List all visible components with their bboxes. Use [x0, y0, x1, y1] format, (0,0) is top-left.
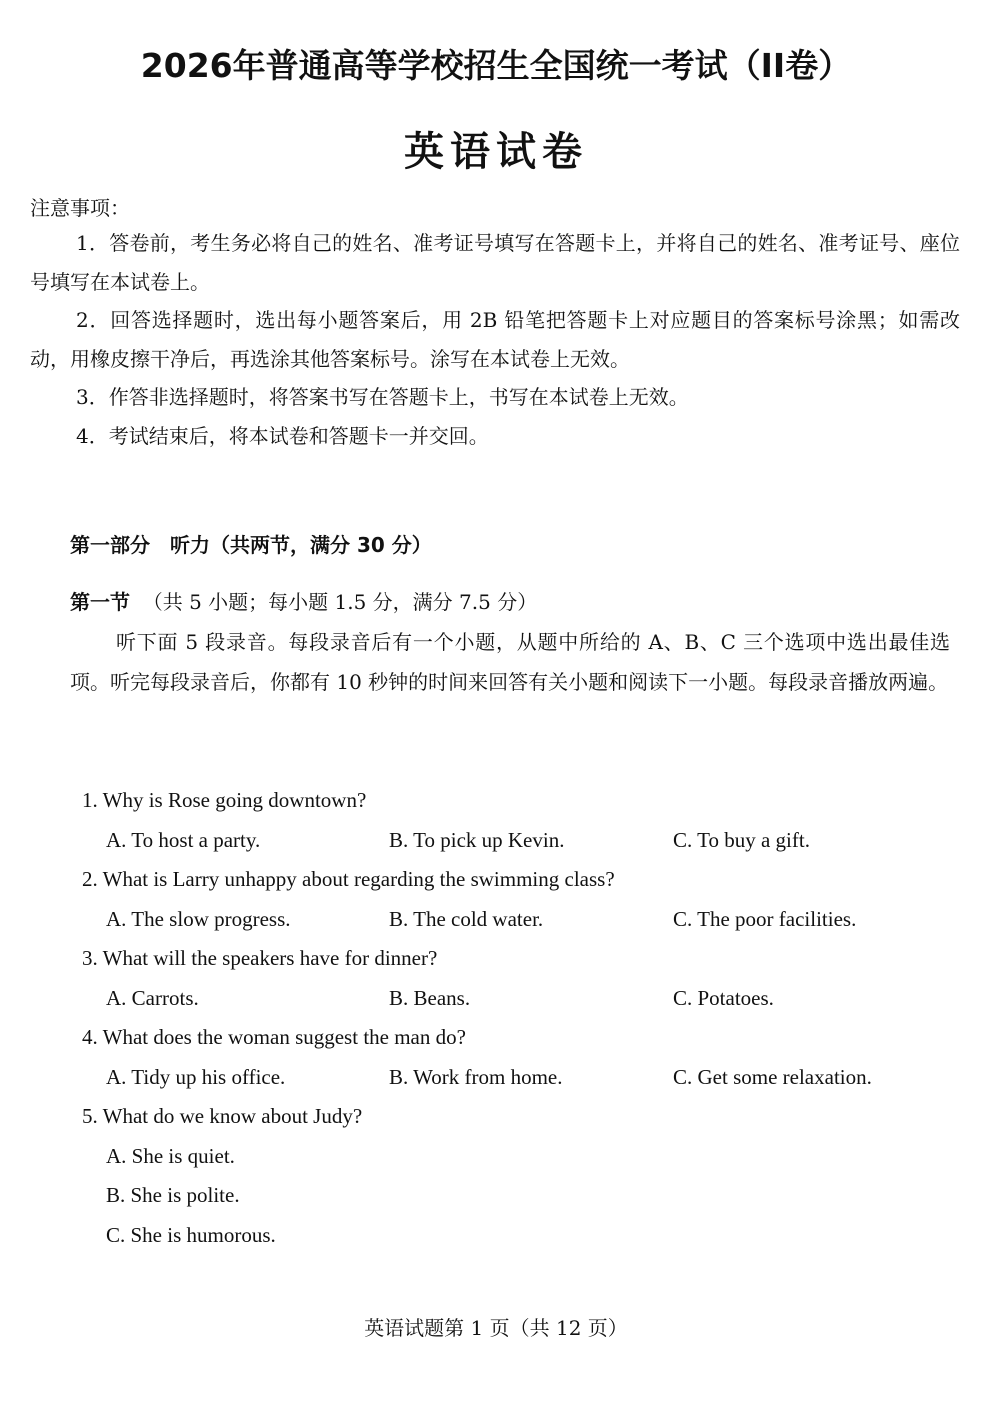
option-c: C. To buy a gift. — [673, 827, 810, 852]
notes-heading: 注意事项： — [30, 196, 130, 220]
section-one-heading — [70, 586, 950, 615]
section-one-instructions — [70, 623, 950, 702]
notes-block — [30, 192, 960, 455]
question-options — [82, 825, 942, 865]
question-stem: 2. What is Larry unhappy about regarding the swimming class? — [82, 867, 615, 891]
option-c: C. Get some relaxation. — [673, 1064, 872, 1089]
question-stem: 4. What does the woman suggest the man do? — [82, 1025, 466, 1049]
question-list — [82, 785, 942, 1259]
question-options — [82, 1062, 942, 1102]
section-one-label: 第一节 — [70, 590, 130, 614]
option-b: B. Beans. — [389, 985, 471, 1010]
option-c: C. She is humorous. — [106, 1222, 276, 1247]
option-a: A. Carrots. — [106, 985, 199, 1010]
option-a: A. Tidy up his office. — [106, 1064, 286, 1089]
instructions-text: 听下面 5 段录音。每段录音后有一个小题，从题中所给的 A、B、C 三个选项中选出最佳选项。听完每段录音后，你都有 10 秒钟的时间来回答有关小题和阅读下一小题。每段录音播放两遍。 — [70, 630, 950, 694]
option-c: C. Potatoes. — [673, 985, 774, 1010]
option-a: A. She is quiet. — [106, 1143, 235, 1168]
question-options — [82, 983, 942, 1023]
question-stem: 3. What will the speakers have for dinner? — [82, 946, 438, 970]
option-b: B. She is polite. — [106, 1183, 240, 1207]
option-b: B. To pick up Kevin. — [389, 827, 565, 852]
option-a: A. The slow progress. — [106, 906, 291, 931]
option-b: B. The cold water. — [389, 906, 544, 931]
exam-subject-title: 英语试卷 — [404, 129, 588, 175]
option-c: C. The poor facilities. — [673, 906, 857, 931]
question-stem: 1. Why is Rose going downtown? — [82, 788, 367, 812]
question-options — [82, 904, 942, 944]
section-one-info: （共 5 小题；每小题 1.5 分，满分 7.5 分） — [142, 590, 538, 614]
page-footer: 英语试题第 1 页（共 12 页） — [364, 1316, 628, 1340]
notes-item-1: 1．答卷前，考生务必将自己的姓名、准考证号填写在答题卡上，并将自己的姓名、准考证号、座位号填写在本试卷上。 — [30, 231, 960, 294]
notes-item-2: 2．回答选择题时，选出每小题答案后，用 2B 铅笔把答题卡上对应题目的答案标号涂黑；如需改动，用橡皮擦干净后，再选涂其他答案标号。涂写在本试卷上无效。 — [30, 308, 960, 371]
notes-item-4: 4．考试结束后，将本试卷和答题卡一并交回。 — [76, 423, 489, 448]
exam-title: 2026年普通高等学校招生全国统一考试（II卷） — [140, 46, 852, 85]
question-stem: 5. What do we know about Judy? — [82, 1104, 363, 1128]
option-b: B. Work from home. — [389, 1064, 563, 1089]
part-one-heading: 第一部分 听力（共两节，满分 30 分） — [70, 533, 432, 557]
notes-item-3: 3．作答非选择题时，将答案书写在答题卡上，书写在本试卷上无效。 — [76, 385, 689, 409]
option-a: A. To host a party. — [106, 827, 261, 852]
